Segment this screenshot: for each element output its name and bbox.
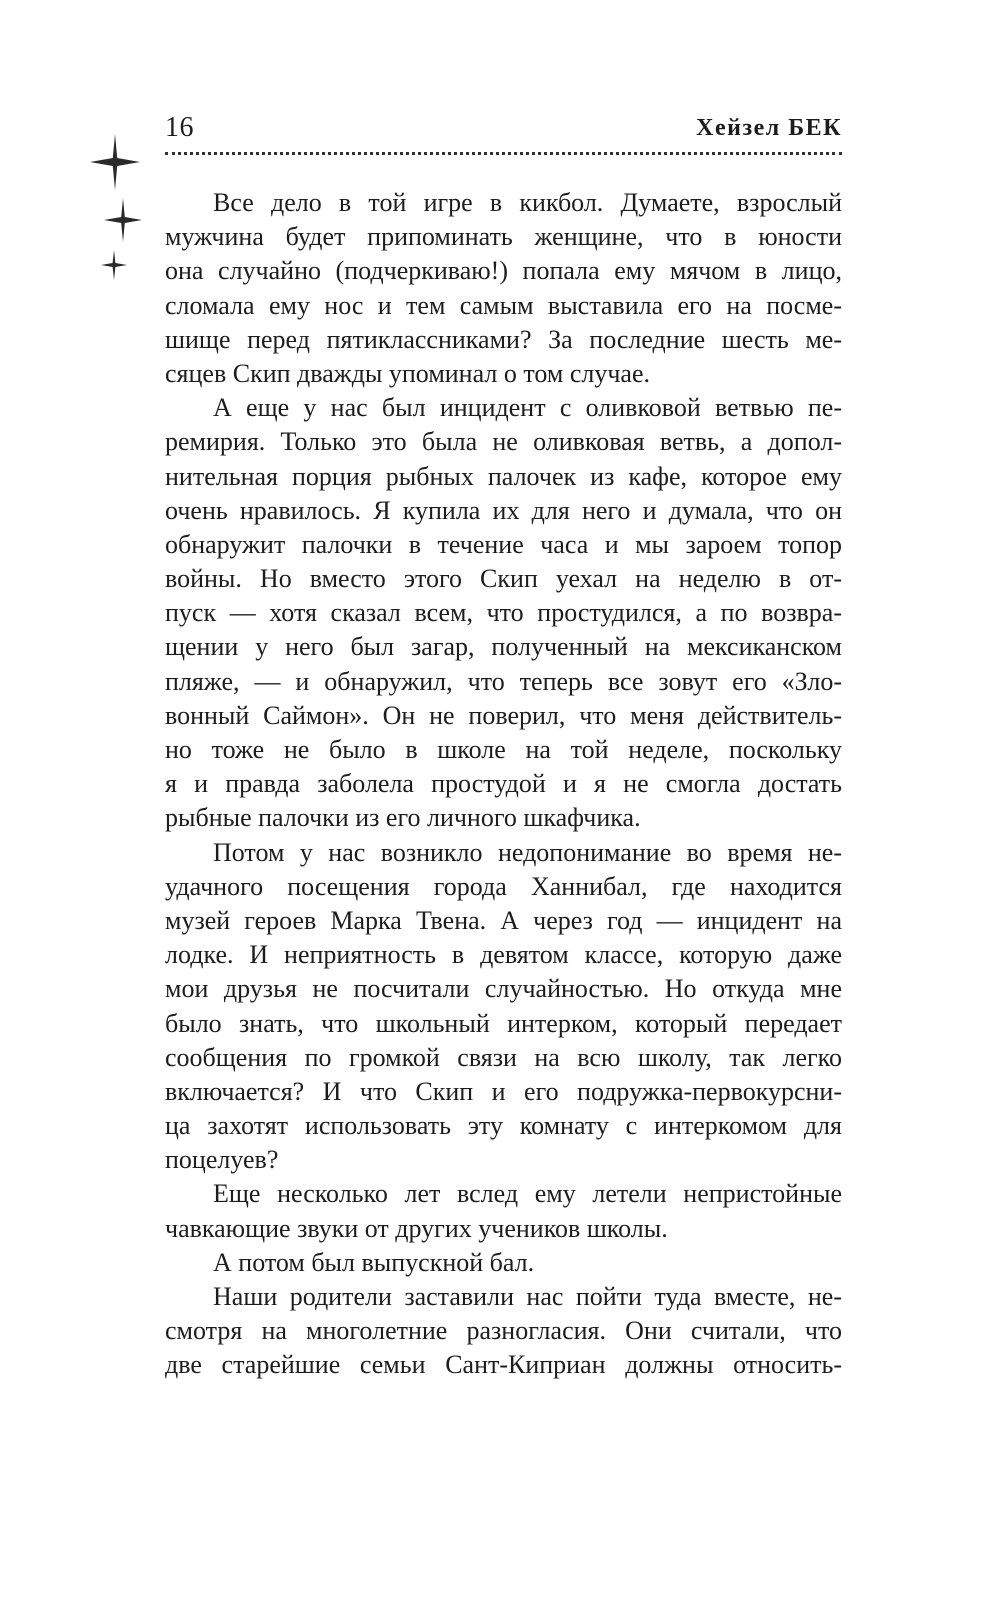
text-line: щении у него был загар, полученный на мексиканском [165, 632, 842, 662]
text-line: нительная порция рыбных палочек из кафе, которое ему [165, 461, 842, 491]
page-number: 16 [165, 112, 194, 143]
text-line: лодке. И неприятность в девятом классе, которую даже [165, 940, 842, 970]
text-line: но тоже не было в школе на той неделе, поскольку [165, 735, 842, 764]
text-line: А потом был выпускной бал. [213, 1247, 535, 1277]
text-line: Потом у нас возникло недопонимание во время не- [213, 837, 842, 867]
text-line: смотря на многолетние разногласия. Они считали, что [165, 1316, 842, 1346]
text-line: она случайно (подчеркиваю!) попала ему мячом в лицо, [165, 256, 842, 286]
body-text [165, 186, 842, 1383]
text-line: обнаружит палочки в течение часа и мы зароем топор [165, 529, 842, 559]
text-line: пляже, — и обнаружил, что теперь все зовут его «Зло- [165, 666, 842, 696]
text-line: было знать, что школьный интерком, который передает [165, 1008, 842, 1038]
text-line: Все дело в той игре в кикбол. Думаете, взрослый [213, 188, 842, 217]
header-dotted-rule [165, 152, 842, 155]
text-line: Еще несколько лет вслед ему летели непристойные [213, 1179, 842, 1209]
sparkle-stars-icon [80, 128, 150, 288]
text-line: включается? И что Скип и его подружка-первокурсни- [165, 1076, 842, 1106]
text-line: ремирия. Только это была не оливковая ветвь, а допол- [165, 427, 842, 457]
text-line: сломала ему нос и тем самым выставила его на посме- [165, 290, 842, 320]
running-head-author: Хейзел БЕК [696, 115, 842, 141]
text-line: я и правда заболела простудой и я не смогла достать [165, 769, 842, 799]
text-line: А еще у нас был инцидент с оливковой ветвью пе- [213, 393, 842, 423]
text-line: пуск — хотя сказал всем, что простудился, а по возвра- [165, 598, 842, 628]
text-line: сяцев Скип дважды упоминал о том случае. [165, 358, 650, 388]
text-line: Наши родители заставили нас пойти туда вместе, не- [213, 1282, 842, 1311]
text-line: мои друзья не посчитали случайностью. Но откуда мне [165, 974, 842, 1004]
text-line: музей героев Марка Твена. А через год — инцидент на [165, 905, 842, 935]
text-line: очень нравилось. Я купила их для него и думала, что он [165, 495, 842, 525]
text-line: мужчина будет припоминать женщине, что в юности [165, 222, 842, 252]
text-line: чавкающие звуки от других учеников школы. [165, 1213, 668, 1243]
text-line: шище перед пятиклассниками? За последние шесть ме- [165, 324, 842, 354]
text-line: поцелуев? [165, 1145, 279, 1175]
text-line: сообщения по громкой связи на всю школу, так легко [165, 1042, 842, 1072]
text-line: вонный Саймон». Он не поверил, что меня действитель- [165, 700, 842, 730]
text-line: войны. Но вместо этого Скип уехал на неделю в от- [165, 564, 842, 594]
text-line: удачного посещения города Ханнибал, где находится [165, 871, 842, 901]
text-line: рыбные палочки из его личного шкафчика. [165, 803, 641, 833]
text-line: две старейшие семьи Сант-Киприан должны относить- [165, 1350, 842, 1380]
text-line: ца захотят использовать эту комнату с интеркомом для [165, 1111, 842, 1141]
